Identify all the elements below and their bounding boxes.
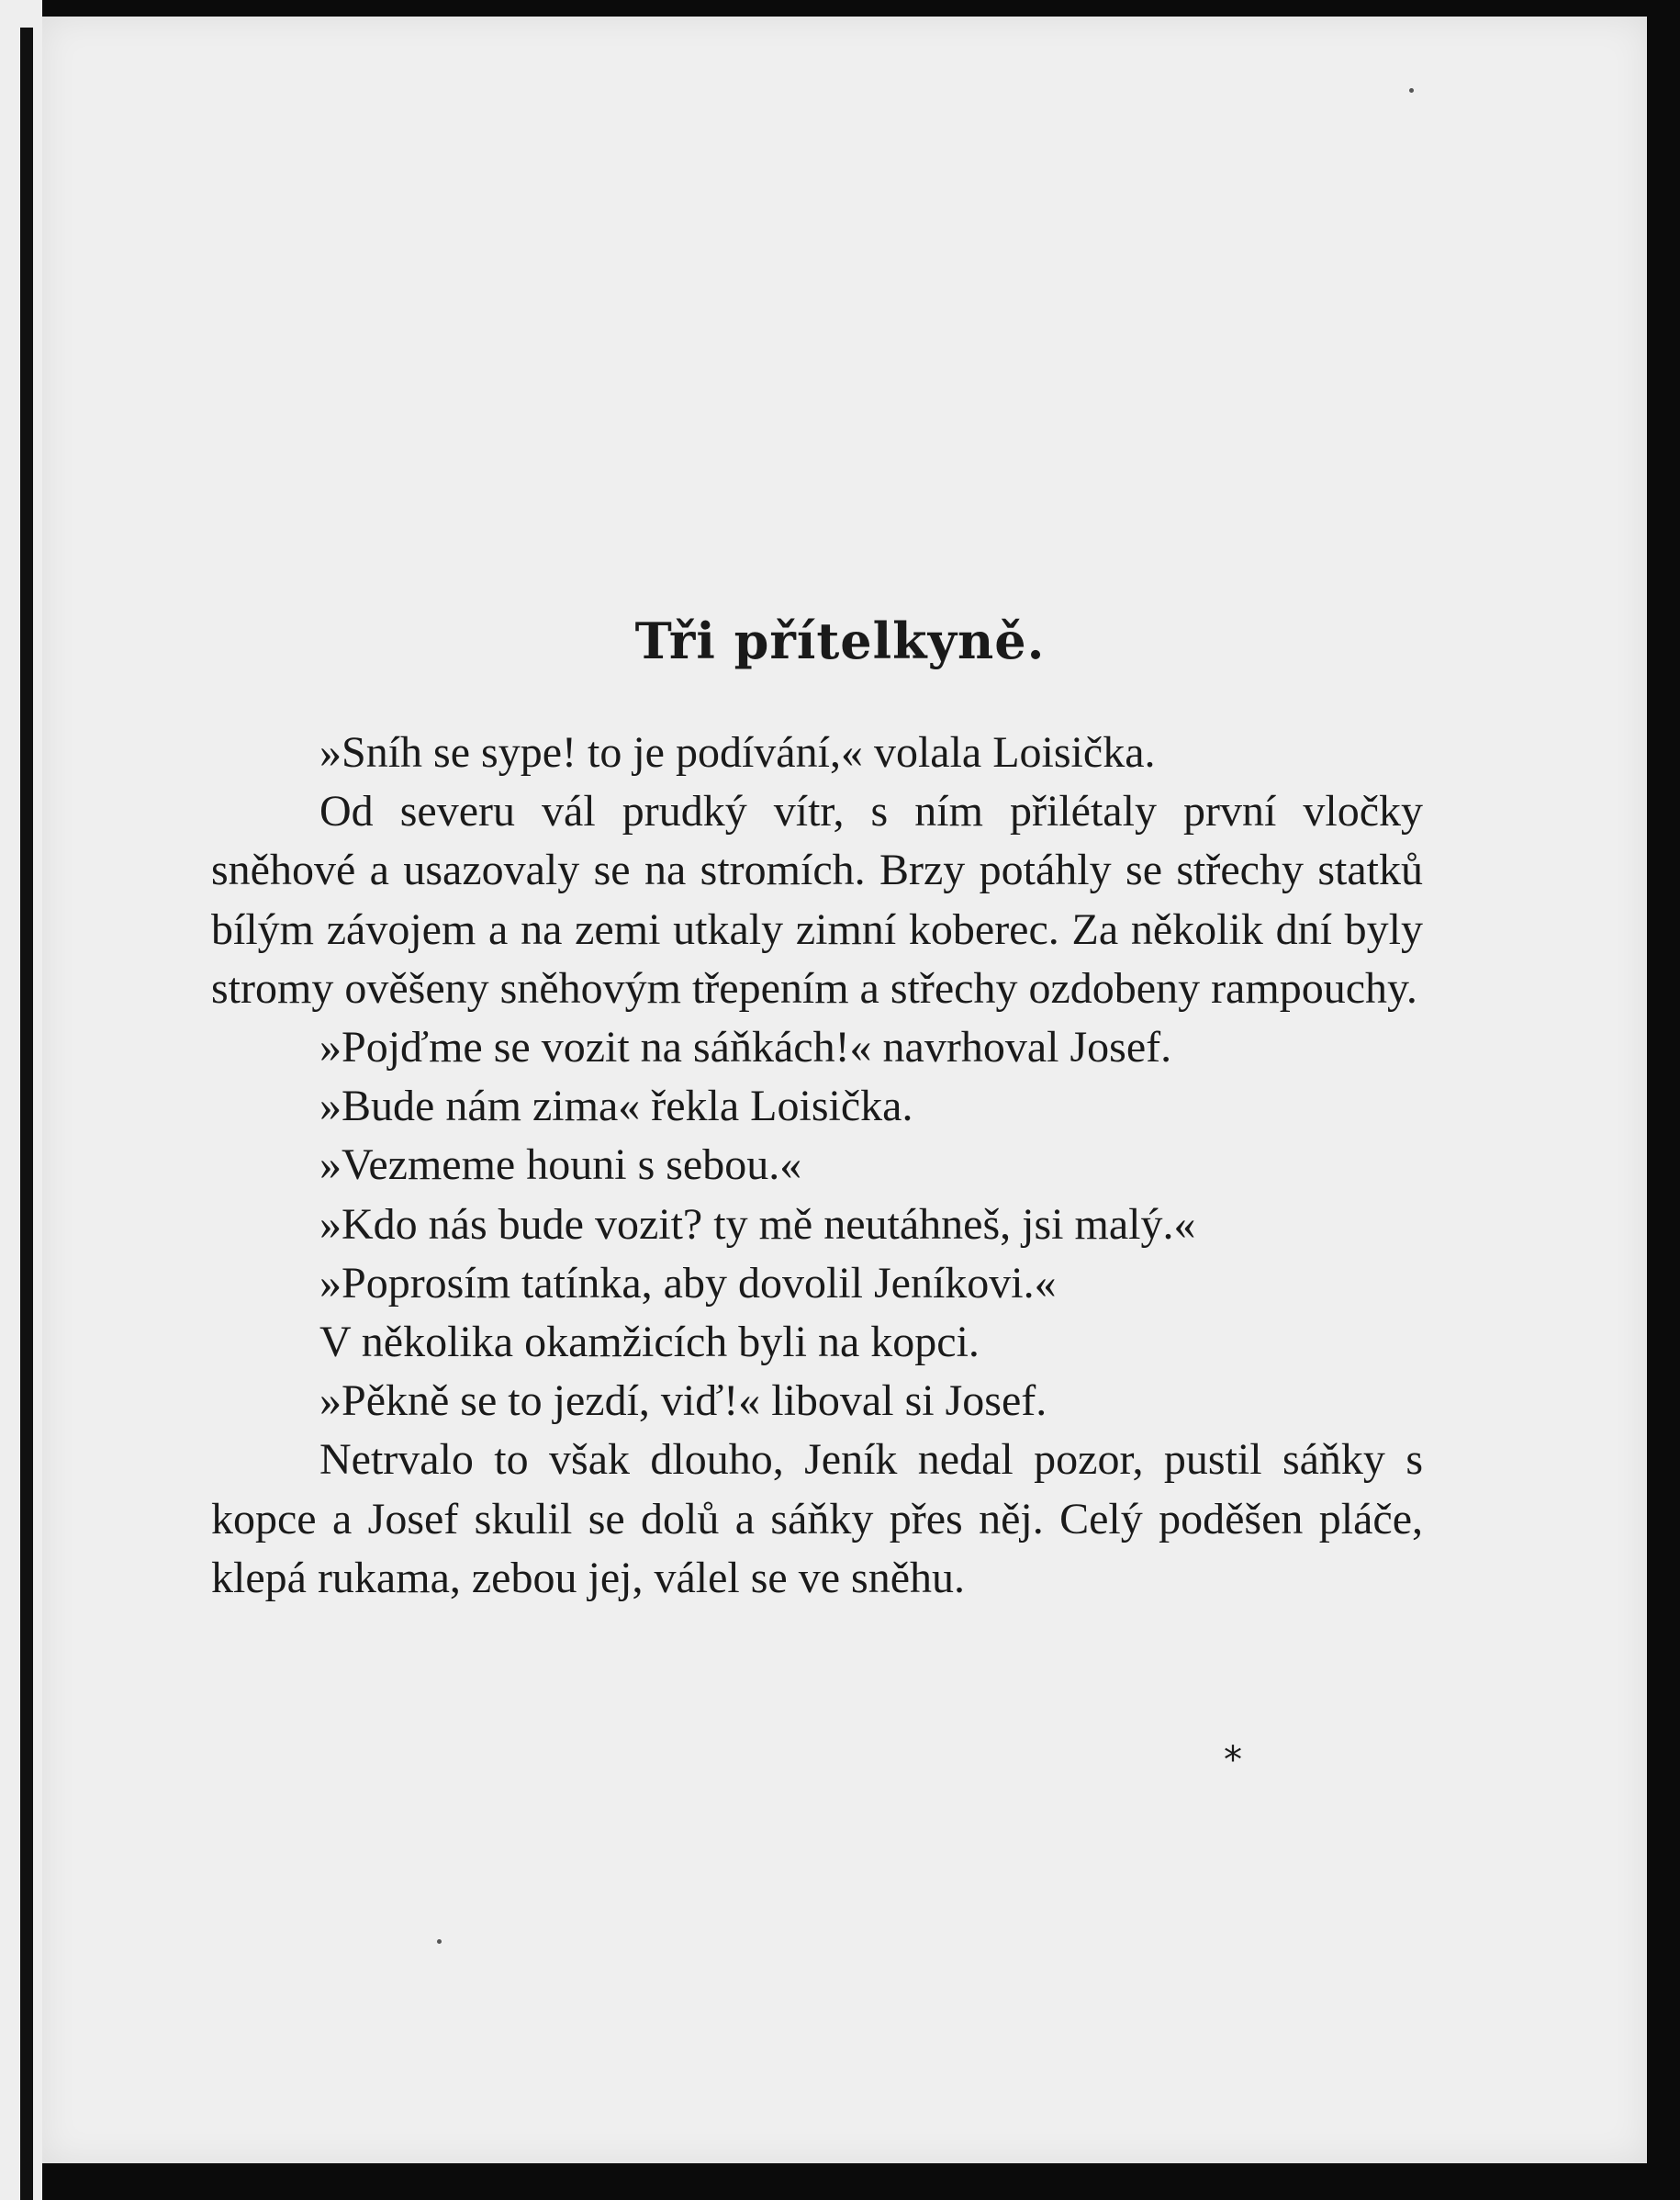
paragraph: »Vezmeme houni s sebou.« xyxy=(319,1140,802,1190)
paragraph: Netrvalo to však dlouho, Jeník nedal pozor, pustil sáňky s kopce a Josef skulil se dolů a sáňky přes něj. Celý poděšen pláče, klepá rukama, zebou jej, válel se ve sněhu. xyxy=(211,1435,1423,1602)
paragraph: V několika okamžicích byli na kopci. xyxy=(319,1318,980,1367)
speck xyxy=(437,1939,442,1944)
paragraph: »Pojďme se vozit na sáňkách!« navrhoval Josef. xyxy=(319,1023,1172,1072)
binding-edge xyxy=(20,28,33,2200)
paragraph: »Bude nám zima« řekla Loisička. xyxy=(319,1082,913,1131)
speck xyxy=(1409,88,1414,93)
page-right-border xyxy=(1647,0,1680,2200)
paragraph: »Kdo nás bude vozit? ty mě neutáhneš, jsi malý.« xyxy=(319,1199,1196,1249)
paragraph: »Sníh se sype! to je podívání,« volala Loisička. xyxy=(319,728,1156,777)
section-separator: * xyxy=(1224,1739,1242,1781)
paragraph: Od severu vál prudký vítr, s ním přilétaly první vločky sněhové a usazovaly se na stromích. Brzy potáhly se střechy statků bílým závojem a na zemi utkaly zimní koberec. Za několik dní byly stromy ověšeny sněhovým třepením a střechy ozdobeny rampouchy. xyxy=(211,787,1423,1013)
paragraph: »Pěkně se to jezdí, viď!« liboval si Josef. xyxy=(319,1376,1047,1426)
story-text xyxy=(211,724,1423,1608)
paragraph: »Poprosím tatínka, aby dovolil Jeníkovi.« xyxy=(319,1258,1057,1308)
chapter-title: Tři přítelkyně. xyxy=(634,612,1046,671)
